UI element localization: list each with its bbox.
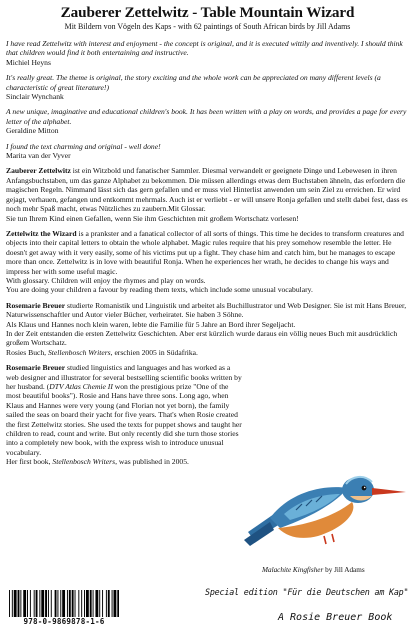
english-author-paragraph xyxy=(6,363,242,466)
publisher-label: A Rosie Breuer Book xyxy=(278,612,393,623)
story-extra: With glossary. Children will enjoy the rhymes and play on words. xyxy=(6,275,206,285)
author-body: studied linguistics and languages and has worked as a web designer and illustrator for several bestselling scientific books written by her husband. ( xyxy=(6,363,242,391)
story-lead: Zettelwitz the Wizard xyxy=(6,228,77,238)
book-subtitle: Mit Bildern von Vögeln des Kaps - with 62 paintings of South African birds by Jill Adams xyxy=(64,22,351,31)
quote-text: I have read Zettelwitz with interest and enjoyment - the concept is original, and it is executed wittily and inventively. I should think that children would find it both entertaining and instructive. xyxy=(6,39,403,58)
quote-text: I found the text charming and original - well done! xyxy=(6,141,161,151)
books-suffix: , erschien 2005 in Südafrika. xyxy=(110,347,198,357)
caption-artist: by Jill Adams xyxy=(323,566,365,574)
quote-text: It's really great. The theme is original, the story exciting and the whole work can be appreciated on many different levels (a characteristic of great literature!) xyxy=(6,73,381,92)
book-title: Zauberer Zettelwitz - Table Mountain Wizard xyxy=(60,4,355,21)
first-book-title: Stellenbosch Writers xyxy=(52,457,116,467)
books-title: Stellenbosch Writers xyxy=(47,347,111,357)
review-quote xyxy=(6,73,409,101)
caption-title: Malachite Kingfisher xyxy=(262,566,324,574)
kingfisher-bird-illustration xyxy=(240,444,408,562)
story-extra: You are doing your children a favour by reading them texts, which include some unusual vocabulary. xyxy=(6,285,313,295)
review-quote xyxy=(6,142,409,161)
author-lead: Rosemarie Breuer xyxy=(6,300,66,310)
author-body: won the prestigious prize "One of the most beautiful books"). xyxy=(6,382,229,401)
illustration-caption xyxy=(262,566,365,574)
story-body: is a prankster and a fanatical collector of all sorts of things. This time he decides to transform creatures and objects into their capital letters to obtain the whole alphabet. Magic rules require that his prey somehow resemble the letter. He doesn't get away with it very easily, some of his victims put up a fight. They chase him and catch him, but he manages to escape more than once. Zettelwitz is in love with beautiful Ronja. When he experiences her wrath, he decides to change his ways and impress her with some useful magic. xyxy=(6,228,404,276)
story-extra: Sie tun Ihrem Kind einen Gefallen, wenn Sie ihm Geschichten mit großem Wortschatz vorlesen! xyxy=(6,213,299,223)
story-body: ist ein Witzbold und fanatischer Sammler. Diesmal verwandelt er geeignete Dinge und Lebewesen in ihren Anfangsbuchstaben, um das ganze Alphabet zu bekommen. Die müssen allerdings etwas dem Buchstaben ähneln, das erfordern die magischen Regeln. Nimmand lässt sich das gern gefallen und er muss viel Hinterlist anwenden um sein Ziel zu erreichen. Er wird gejagt, verhauen, gefangen und entkommt mehrmals. Auch ist er verliebt - er will unsere Ronja gefallen und stellt dabei fest, dass es noch mehr Spaß macht, etwas Nützliches zu zaubern.Mit Glossar. xyxy=(6,166,408,214)
quote-text: A new unique, imaginative and educational children's book. It has been written with a play on words, and provides a page for every letter of the alphabet. xyxy=(6,107,407,126)
special-edition-label: Special edition "Für die Deutschen am Kap" xyxy=(205,587,409,597)
barcode-icon xyxy=(9,590,119,617)
isbn-number: 978-0-9869878-1-6 xyxy=(23,617,105,626)
quote-author: Sinclair Wynchank xyxy=(6,92,64,102)
english-story-paragraph xyxy=(6,229,409,295)
story-lead: Zauberer Zettelwitz xyxy=(6,166,71,176)
first-book-suffix: , was published in 2005. xyxy=(115,457,189,467)
german-story-paragraph xyxy=(6,166,409,222)
review-quote xyxy=(6,107,409,135)
kingfisher-icon xyxy=(240,444,408,562)
books-prefix: Rosies Buch, xyxy=(6,347,48,357)
first-book-prefix: Her first book, xyxy=(6,457,53,467)
barcode xyxy=(5,590,123,630)
author-lead: Rosemarie Breuer xyxy=(6,363,66,373)
author-body: Rosie and Hans have three sons. Long ago, when Klaus and Hannes were very young (and Florian not yet born), the family sailed the seas on board their yacht for five years. That's when Rosie created the first Zettelwitz stories. She used the texts for puppet shows and taught her children to read, count and write. But only recently did she turn those stories into a completely new book, with the express wish to introduce unusual vocabulary. xyxy=(6,391,242,457)
quote-author: Geraldine Mitton xyxy=(6,126,59,136)
atlas-title: DTV Atlas Chemie II xyxy=(49,382,113,391)
author-line: Als Klaus und Hannes noch klein waren, lebte die Familie für 5 Jahre an Bord ihrer Segeljacht. xyxy=(6,319,296,329)
review-quote xyxy=(6,39,409,67)
quote-author: Marita van der Vyver xyxy=(6,151,71,161)
author-line: In der Zeit entstanden die ersten Zettelwitz Geschichten. Aber erst kürzlich wurde daraus ein völlig neues Buch mit ausdrücklich großem Wortschatz. xyxy=(6,328,398,348)
quote-author: Michiel Heyns xyxy=(6,57,51,67)
author-body: studierte Romanistik und Linguistik und arbeitet als Buchillustrator und Web Designer. Sie ist mit Hans Breuer, Naturwissenschaftler und Autor vieler Bücher, verheiratet. Sie haben 3 Söhne. xyxy=(6,300,407,320)
german-author-paragraph xyxy=(6,301,409,357)
